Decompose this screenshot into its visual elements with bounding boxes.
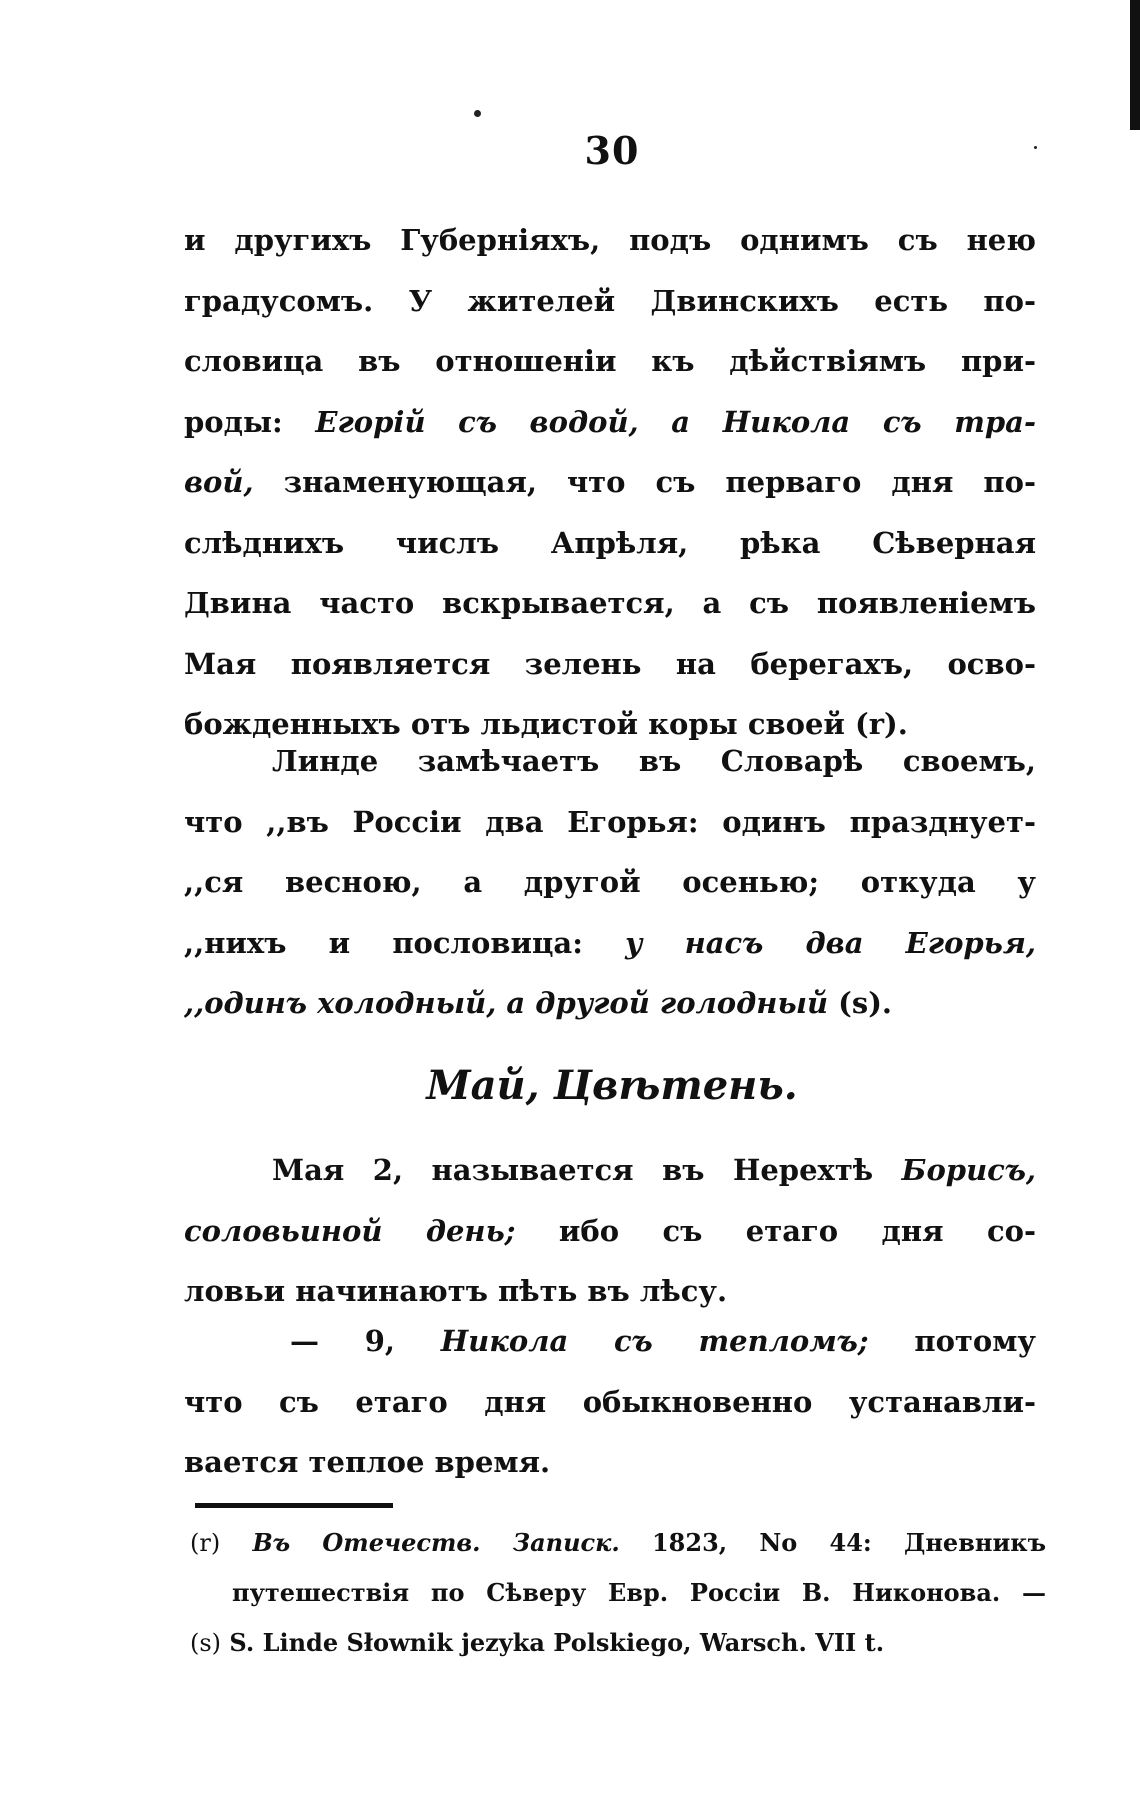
section-heading: Май, Цвѣтень.	[426, 1062, 798, 1109]
proverb-text: ,,одинъ холодный, а другой голодный	[184, 986, 829, 1020]
text-run: ибо съ етаго дня со-	[558, 1213, 1036, 1248]
text-run: ,,нихъ и пословица:	[184, 925, 583, 960]
italic-term: соловьиной день;	[184, 1213, 516, 1248]
text-line: ловьи начинаютъ пѣть въ лѣсу.	[184, 1274, 728, 1308]
text-line	[184, 1140, 1036, 1201]
page-number: 30	[584, 128, 640, 173]
text-line	[184, 452, 1036, 513]
text-line	[184, 392, 1036, 453]
text-line	[184, 1201, 1036, 1262]
text-line	[184, 973, 1036, 1034]
text-line: Мая появляется зелень на берегахъ, осво-	[184, 646, 1036, 681]
footnotes	[190, 1518, 1046, 1668]
footnote-marker: (s)	[190, 1629, 222, 1657]
text-line: и другихъ Губерніяхъ, подъ однимъ съ нею	[184, 223, 1036, 257]
footnote-s	[190, 1618, 1046, 1668]
paragraph-1	[184, 210, 1036, 755]
footnote-divider	[195, 1503, 393, 1508]
page-edge-shadow	[1130, 0, 1140, 130]
proverb-text: Егорій съ водой, а Никола съ тра-	[315, 404, 1036, 439]
text-line: Двина часто вскрывается, а съ появленіемъ	[184, 586, 1036, 620]
text-run: Мая 2, называется въ Нерехтѣ	[272, 1153, 874, 1187]
text-line: слѣднихъ числъ Апрѣля, рѣка Сѣверная	[184, 525, 1036, 560]
paragraph-3	[184, 1140, 1036, 1322]
footnote-marker: (r)	[190, 1529, 221, 1557]
proverb-text: вой,	[184, 465, 254, 499]
paragraph-2	[184, 731, 1036, 1034]
footnote-text: S. Linde Słownik jezyka Polskiego, Warsch. VII t.	[229, 1628, 885, 1657]
text-line	[184, 913, 1036, 974]
proverb-text: у насъ два Егорья,	[625, 925, 1036, 960]
text-run: роды:	[184, 404, 283, 439]
text-line: градусомъ. У жителей Двинскихъ есть по-	[184, 283, 1036, 318]
text-line: что ,,въ Россіи два Егорья: одинъ празднует-	[184, 804, 1036, 839]
footnote-r	[190, 1518, 1046, 1568]
text-line: словица въ отношеніи къ дѣйствіямъ при-	[184, 344, 1036, 378]
text-line: что съ етаго дня обыкновенно устанавли-	[184, 1384, 1036, 1419]
text-run: — 9,	[290, 1324, 396, 1358]
footnote-r-continued: путешествія по Сѣверу Евр. Россіи В. Никонова. —	[232, 1578, 1046, 1607]
text-line: Линде замѣчаетъ въ Словарѣ своемъ,	[272, 744, 1036, 778]
footnote-ref: (s).	[838, 986, 893, 1020]
footnote-source: Въ Отечеств. Записк.	[252, 1528, 620, 1557]
italic-term: Никола съ тепломъ;	[440, 1324, 869, 1358]
text-line	[184, 1311, 1036, 1372]
paragraph-4	[184, 1311, 1036, 1493]
text-run: знаменующая, что съ перваго дня по-	[283, 465, 1036, 499]
ink-speck	[474, 110, 481, 117]
italic-term: Борисъ,	[901, 1153, 1036, 1187]
footnote-text: 1823, No 44: Дневникъ	[651, 1528, 1046, 1557]
text-line: божденныхъ отъ льдистой коры своей (r).	[184, 707, 908, 741]
text-line: ,,ся весною, а другой осенью; откуда у	[184, 865, 1036, 899]
text-line: вается теплое время.	[184, 1445, 551, 1479]
text-run: потому	[914, 1324, 1036, 1358]
